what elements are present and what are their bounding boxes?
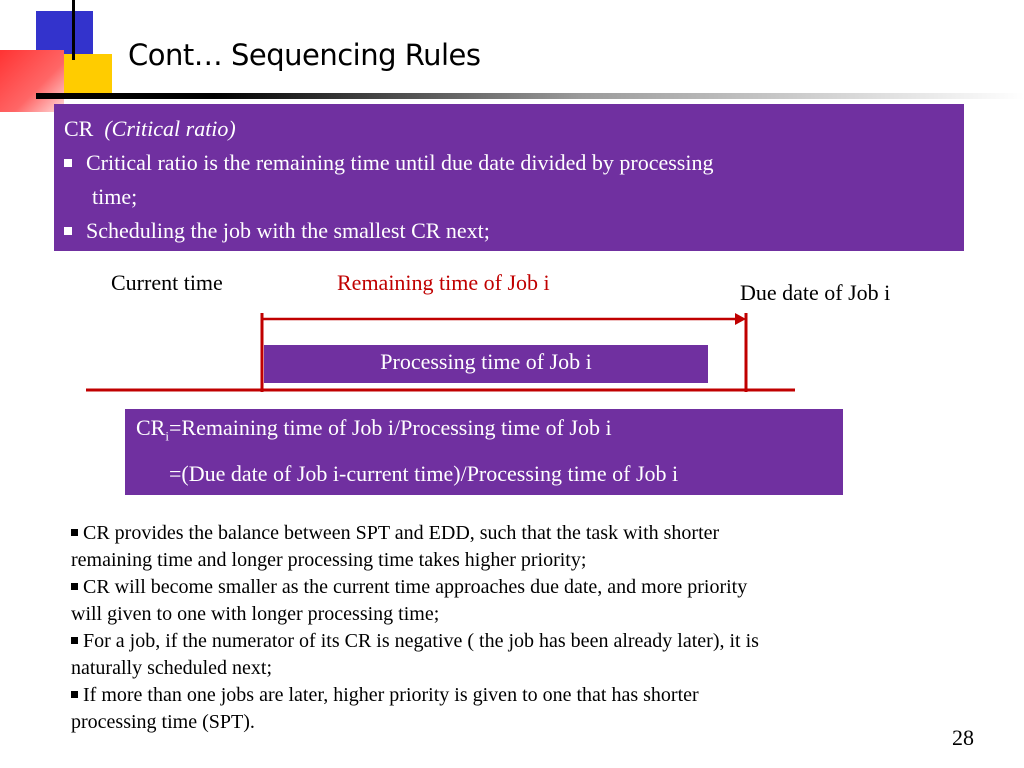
note-4-line-2: processing time (SPT). [71,711,255,733]
square-bullet-icon [71,583,78,590]
square-bullet-icon [71,637,78,644]
note-4-line-1: If more than one jobs are later, higher priority is given to one that has shorter [83,684,699,706]
note-3-line-2: naturally scheduled next; [71,657,273,679]
cr-heading: CR [64,116,94,141]
note-1-line-1: CR provides the balance between SPT and EDD, such that the task with shorter [83,522,720,544]
cr-bullet-2-text: Scheduling the job with the smallest CR next; [86,218,490,243]
note-2-line-1: CR will become smaller as the current time approaches due date, and more priority [83,576,748,598]
formula-subscript: i [165,428,169,444]
formula-cr: CR [136,415,166,440]
note-item [71,574,971,628]
note-item [71,520,971,574]
cr-bullet-1-cont: time; [92,184,138,209]
current-time-label: Current time [111,270,223,295]
note-3-line-1: For a job, if the numerator of its CR is negative ( the job has been already later), it is [83,630,759,652]
note-2-line-2: will given to one with longer processing time; [71,603,440,625]
processing-time-label: Processing time of Job i [380,349,592,374]
square-bullet-icon [71,529,78,536]
notes-list [71,520,971,736]
note-1-line-2: remaining time and longer processing time takes higher priority; [71,549,587,571]
processing-time-box [264,345,708,383]
square-bullet-icon [71,691,78,698]
slide-title: Cont… Sequencing Rules [128,38,481,72]
note-item [71,628,971,682]
page-number: 28 [952,725,974,750]
due-date-label: Due date of Job i [740,280,891,305]
note-item [71,682,971,736]
formula-line-2: =(Due date of Job i-current time)/Processing time of Job i [169,461,679,486]
remaining-time-label: Remaining time of Job i [337,270,550,295]
cr-heading-italic: (Critical ratio) [104,116,236,141]
formula-box [125,409,843,495]
arrow-head-icon [735,313,746,325]
formula-line-1-text: =Remaining time of Job i/Processing time of Job i [168,415,612,440]
cr-bullet-1-text: Critical ratio is the remaining time until due date divided by processing [86,150,714,175]
formula-line-1 [136,415,612,444]
